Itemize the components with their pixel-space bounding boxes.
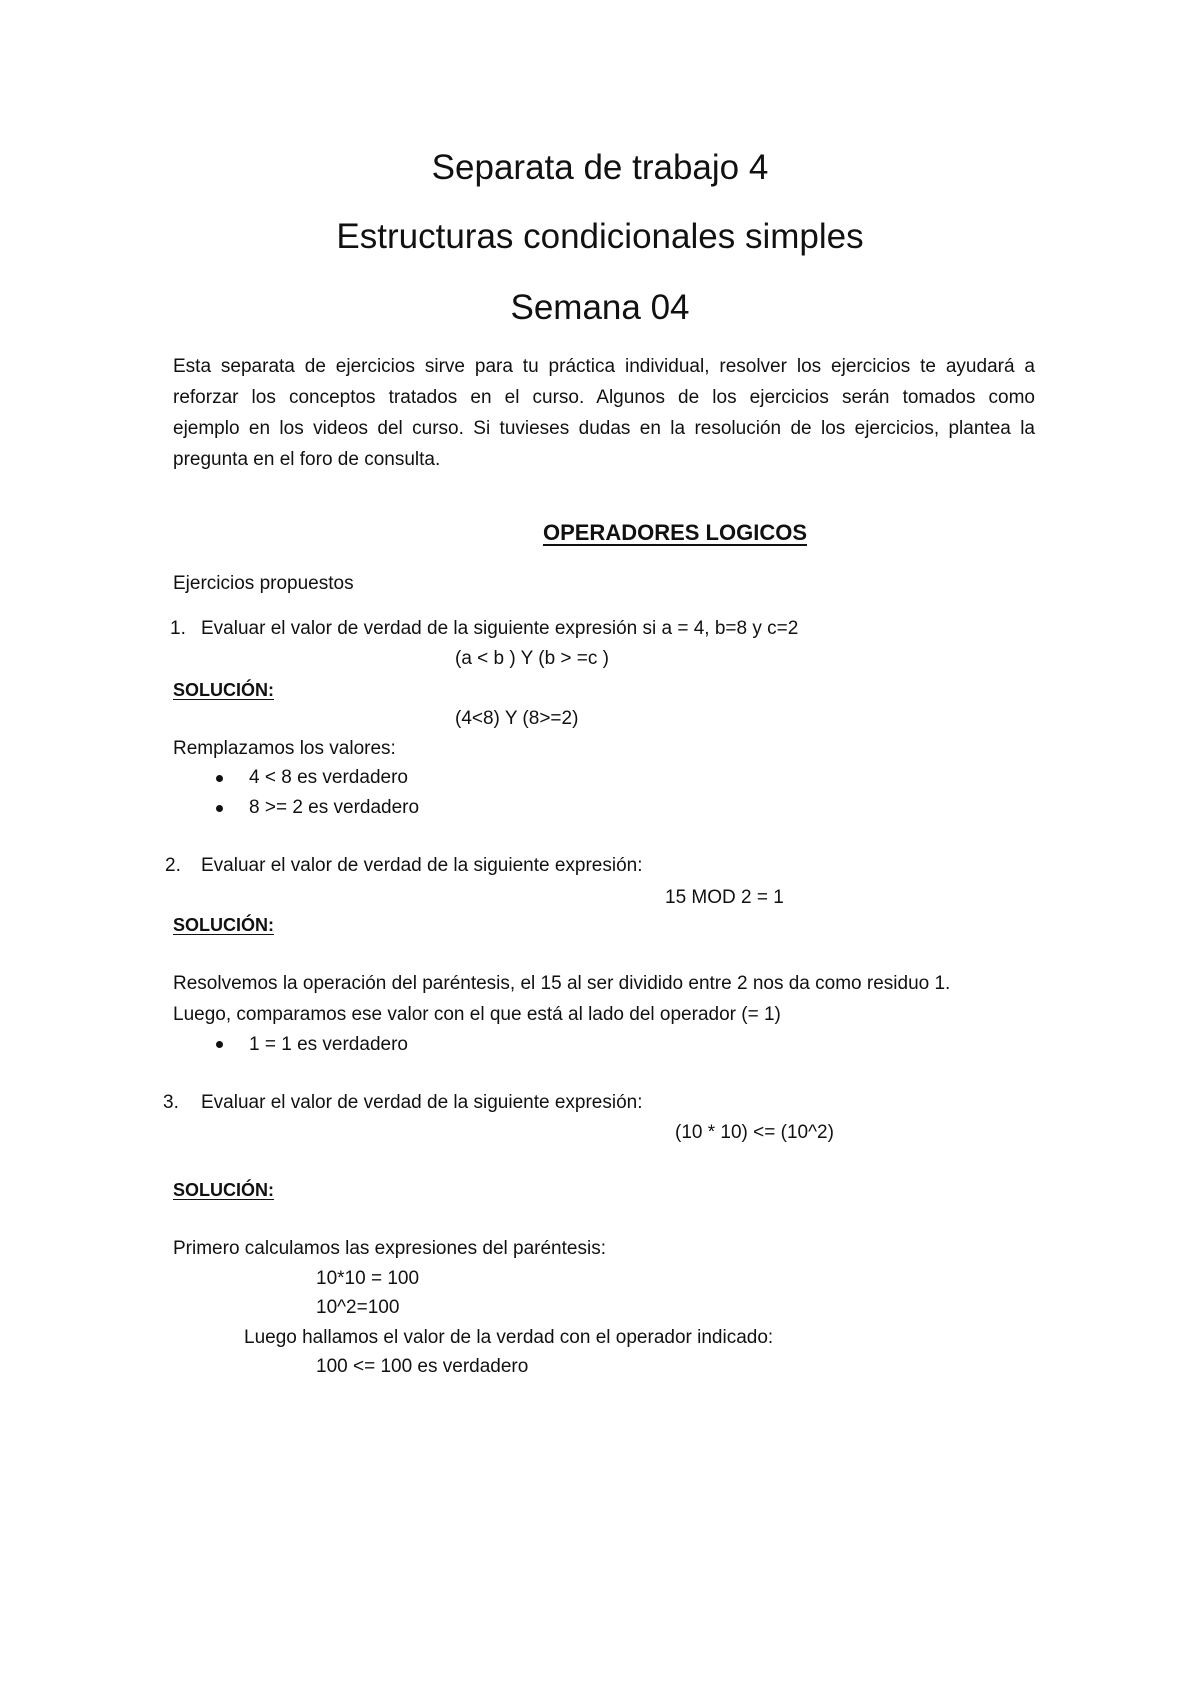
intro-line: pregunta en el foro de consulta. xyxy=(173,449,441,470)
exercise-prompt: Evaluar el valor de verdad de la siguiente expresión: xyxy=(201,855,643,876)
solution-line: Luego, comparamos ese valor con el que está al lado del operador (= 1) xyxy=(173,1004,781,1025)
solution-label: SOLUCIÓN: xyxy=(173,1180,274,1200)
bullet-icon xyxy=(216,1041,223,1048)
solution-intro: Remplazamos los valores: xyxy=(173,738,396,759)
bullet-text: 8 >= 2 es verdadero xyxy=(249,797,420,818)
solution-line: Resolvemos la operación del paréntesis, el 15 al ser dividido entre 2 nos da como residuo 1. xyxy=(173,973,951,994)
document-title: Separata de trabajo 4 xyxy=(431,148,769,187)
substituted-expression: (4<8) Y (8>=2) xyxy=(455,708,579,729)
section-subheading: Ejercicios propuestos xyxy=(173,573,354,594)
solution-step: Luego hallamos el valor de la verdad con el operador indicado: xyxy=(244,1327,774,1348)
exercise-number: 1. xyxy=(170,618,186,639)
exercise-expression: (10 * 10) <= (10^2) xyxy=(675,1122,834,1143)
exercise-prompt: Evaluar el valor de verdad de la siguiente expresión si a = 4, b=8 y c=2 xyxy=(201,618,799,639)
solution-intro: Primero calculamos las expresiones del paréntesis: xyxy=(173,1238,606,1259)
bullet-text: 1 = 1 es verdadero xyxy=(249,1034,408,1055)
exercise-number: 3. xyxy=(163,1092,179,1113)
bullet-text: 4 < 8 es verdadero xyxy=(249,767,408,788)
exercise-expression: 15 MOD 2 = 1 xyxy=(665,887,784,908)
week-label: Semana 04 xyxy=(510,288,690,327)
solution-label: SOLUCIÓN: xyxy=(173,680,274,700)
solution-label: SOLUCIÓN: xyxy=(173,915,274,935)
intro-line: ejemplo en los videos del curso. Si tuvieses dudas en la resolución de los ejercicios, plantea la xyxy=(173,418,1035,439)
section-heading: OPERADORES LOGICOS xyxy=(542,520,808,545)
exercise-expression: (a < b ) Y (b > =c ) xyxy=(455,648,610,669)
bullet-icon xyxy=(216,775,223,782)
calculation-line: 10*10 = 100 xyxy=(316,1268,420,1289)
intro-line: reforzar los conceptos tratados en el curso. Algunos de los ejercicios serán tomados como xyxy=(173,387,1035,408)
exercise-number: 2. xyxy=(165,855,181,876)
document-subtitle: Estructuras condicionales simples xyxy=(336,217,864,256)
bullet-icon xyxy=(216,805,223,812)
intro-line: Esta separata de ejercicios sirve para tu práctica individual, resolver los ejercicios te ayudará a xyxy=(173,356,1035,377)
calculation-line: 10^2=100 xyxy=(316,1297,400,1318)
exercise-prompt: Evaluar el valor de verdad de la siguiente expresión: xyxy=(201,1092,643,1113)
solution-result: 100 <= 100 es verdadero xyxy=(316,1356,529,1377)
